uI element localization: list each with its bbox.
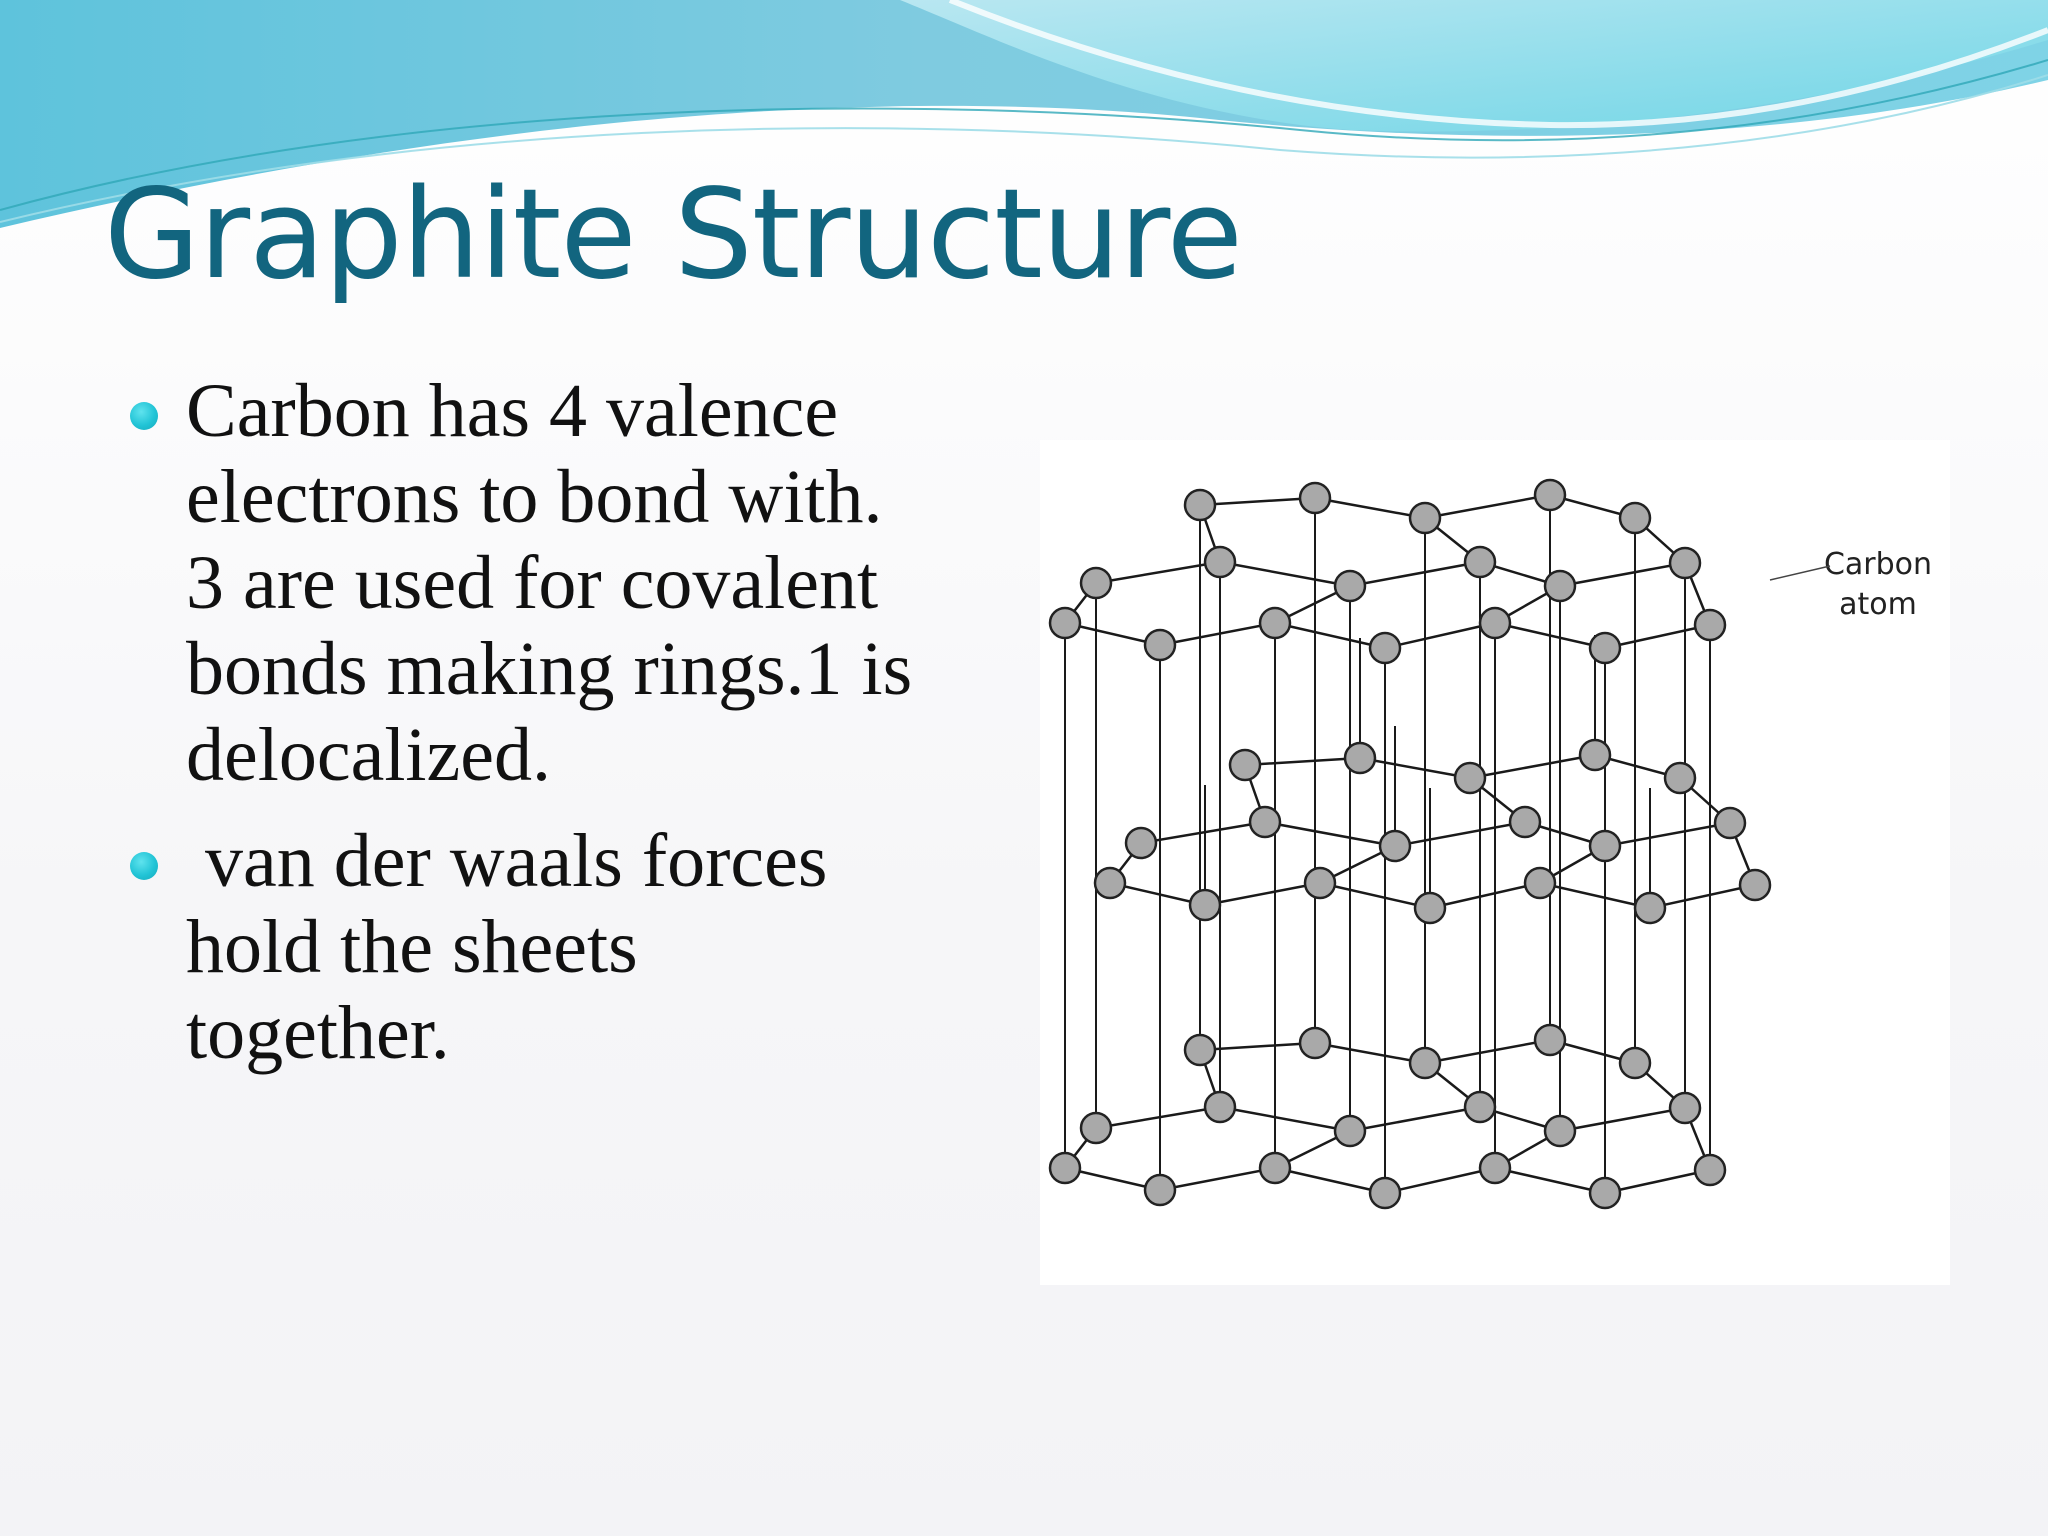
- carbon-atom: [1300, 483, 1330, 513]
- covalent-bond: [1220, 562, 1350, 586]
- carbon-atom: [1480, 608, 1510, 638]
- covalent-bond: [1425, 1040, 1550, 1063]
- carbon-atom: [1050, 1153, 1080, 1183]
- carbon-atom: [1465, 547, 1495, 577]
- carbon-atom: [1415, 893, 1445, 923]
- carbon-atom: [1126, 828, 1156, 858]
- carbon-atom: [1590, 633, 1620, 663]
- bullet-item: [130, 368, 1030, 798]
- covalent-bond: [1560, 1108, 1685, 1131]
- carbon-atom: [1695, 610, 1725, 640]
- covalent-bond: [1470, 755, 1595, 778]
- covalent-bond: [1495, 1168, 1605, 1193]
- covalent-bond: [1245, 758, 1360, 765]
- covalent-bond: [1350, 562, 1480, 586]
- carbon-atom: [1410, 1048, 1440, 1078]
- carbon-atom: [1145, 630, 1175, 660]
- lattice-group: [1050, 480, 1770, 1208]
- carbon-atom-label-line1: Carbon: [1823, 547, 1933, 582]
- covalent-bond: [1315, 1043, 1425, 1063]
- carbon-atom: [1081, 568, 1111, 598]
- carbon-atom: [1185, 490, 1215, 520]
- bullet-dot-icon: [130, 402, 158, 430]
- carbon-atom: [1370, 1178, 1400, 1208]
- carbon-atom: [1535, 1025, 1565, 1055]
- covalent-bond: [1320, 883, 1430, 908]
- carbon-atom: [1665, 763, 1695, 793]
- covalent-bond: [1160, 623, 1275, 645]
- covalent-bond: [1275, 623, 1385, 648]
- covalent-bond: [1200, 1043, 1315, 1050]
- carbon-atom: [1465, 1092, 1495, 1122]
- carbon-atom: [1380, 831, 1410, 861]
- carbon-atom: [1370, 633, 1400, 663]
- carbon-atom: [1190, 890, 1220, 920]
- carbon-atom-label-line2: atom: [1839, 587, 1917, 622]
- carbon-atom: [1455, 763, 1485, 793]
- carbon-atom: [1260, 608, 1290, 638]
- carbon-atom: [1250, 807, 1280, 837]
- carbon-atom: [1480, 1153, 1510, 1183]
- carbon-atom: [1335, 571, 1365, 601]
- covalent-bond: [1275, 1168, 1385, 1193]
- carbon-atom: [1545, 571, 1575, 601]
- carbon-atom: [1535, 480, 1565, 510]
- covalent-bond: [1160, 1168, 1275, 1190]
- bullet-list: [130, 368, 1030, 1096]
- carbon-atom: [1670, 1093, 1700, 1123]
- carbon-atom: [1695, 1155, 1725, 1185]
- bullet-dot-icon: [130, 852, 158, 880]
- bullet-text: van der waals forces hold the sheets together.: [186, 819, 828, 1075]
- covalent-bond: [1205, 883, 1320, 905]
- bullet-text: Carbon has 4 valence electrons to bond with. 3 are used for covalent bonds making rings.1 is delocalized.: [186, 369, 913, 797]
- carbon-atom: [1525, 868, 1555, 898]
- carbon-atom: [1590, 831, 1620, 861]
- covalent-bond: [1560, 563, 1685, 586]
- covalent-bond: [1350, 1107, 1480, 1131]
- covalent-bond: [1385, 1168, 1495, 1193]
- covalent-bond: [1540, 883, 1650, 908]
- carbon-atom: [1050, 608, 1080, 638]
- carbon-atom: [1205, 1092, 1235, 1122]
- covalent-bond: [1425, 495, 1550, 518]
- carbon-atom: [1300, 1028, 1330, 1058]
- covalent-bond: [1315, 498, 1425, 518]
- carbon-atom: [1620, 503, 1650, 533]
- carbon-atom: [1635, 893, 1665, 923]
- carbon-atom: [1185, 1035, 1215, 1065]
- covalent-bond: [1360, 758, 1470, 778]
- carbon-atom: [1305, 868, 1335, 898]
- covalent-bond: [1096, 562, 1220, 583]
- covalent-bond: [1096, 1107, 1220, 1128]
- covalent-bond: [1385, 623, 1495, 648]
- carbon-atom: [1345, 743, 1375, 773]
- carbon-atom: [1205, 547, 1235, 577]
- carbon-atom: [1230, 750, 1260, 780]
- bullet-item: [130, 818, 1030, 1076]
- carbon-atom: [1740, 870, 1770, 900]
- carbon-atom: [1081, 1113, 1111, 1143]
- carbon-atom: [1335, 1116, 1365, 1146]
- carbon-atom: [1580, 740, 1610, 770]
- carbon-atom: [1510, 807, 1540, 837]
- label-leader-line: [1770, 566, 1830, 580]
- carbon-atom: [1590, 1178, 1620, 1208]
- carbon-atom: [1260, 1153, 1290, 1183]
- covalent-bond: [1220, 1107, 1350, 1131]
- carbon-atom: [1145, 1175, 1175, 1205]
- covalent-bond: [1265, 822, 1395, 846]
- covalent-bond: [1605, 823, 1730, 846]
- carbon-atom: [1715, 808, 1745, 838]
- carbon-atom: [1545, 1116, 1575, 1146]
- covalent-bond: [1200, 498, 1315, 505]
- graphite-lattice-svg: [1040, 440, 1950, 1285]
- carbon-atom: [1670, 548, 1700, 578]
- carbon-atom: [1410, 503, 1440, 533]
- carbon-atom: [1620, 1048, 1650, 1078]
- slide-title: Graphite Structure: [104, 163, 1242, 307]
- covalent-bond: [1430, 883, 1540, 908]
- covalent-bond: [1395, 822, 1525, 846]
- graphite-structure-diagram: [1040, 440, 1950, 1285]
- carbon-atom: [1095, 868, 1125, 898]
